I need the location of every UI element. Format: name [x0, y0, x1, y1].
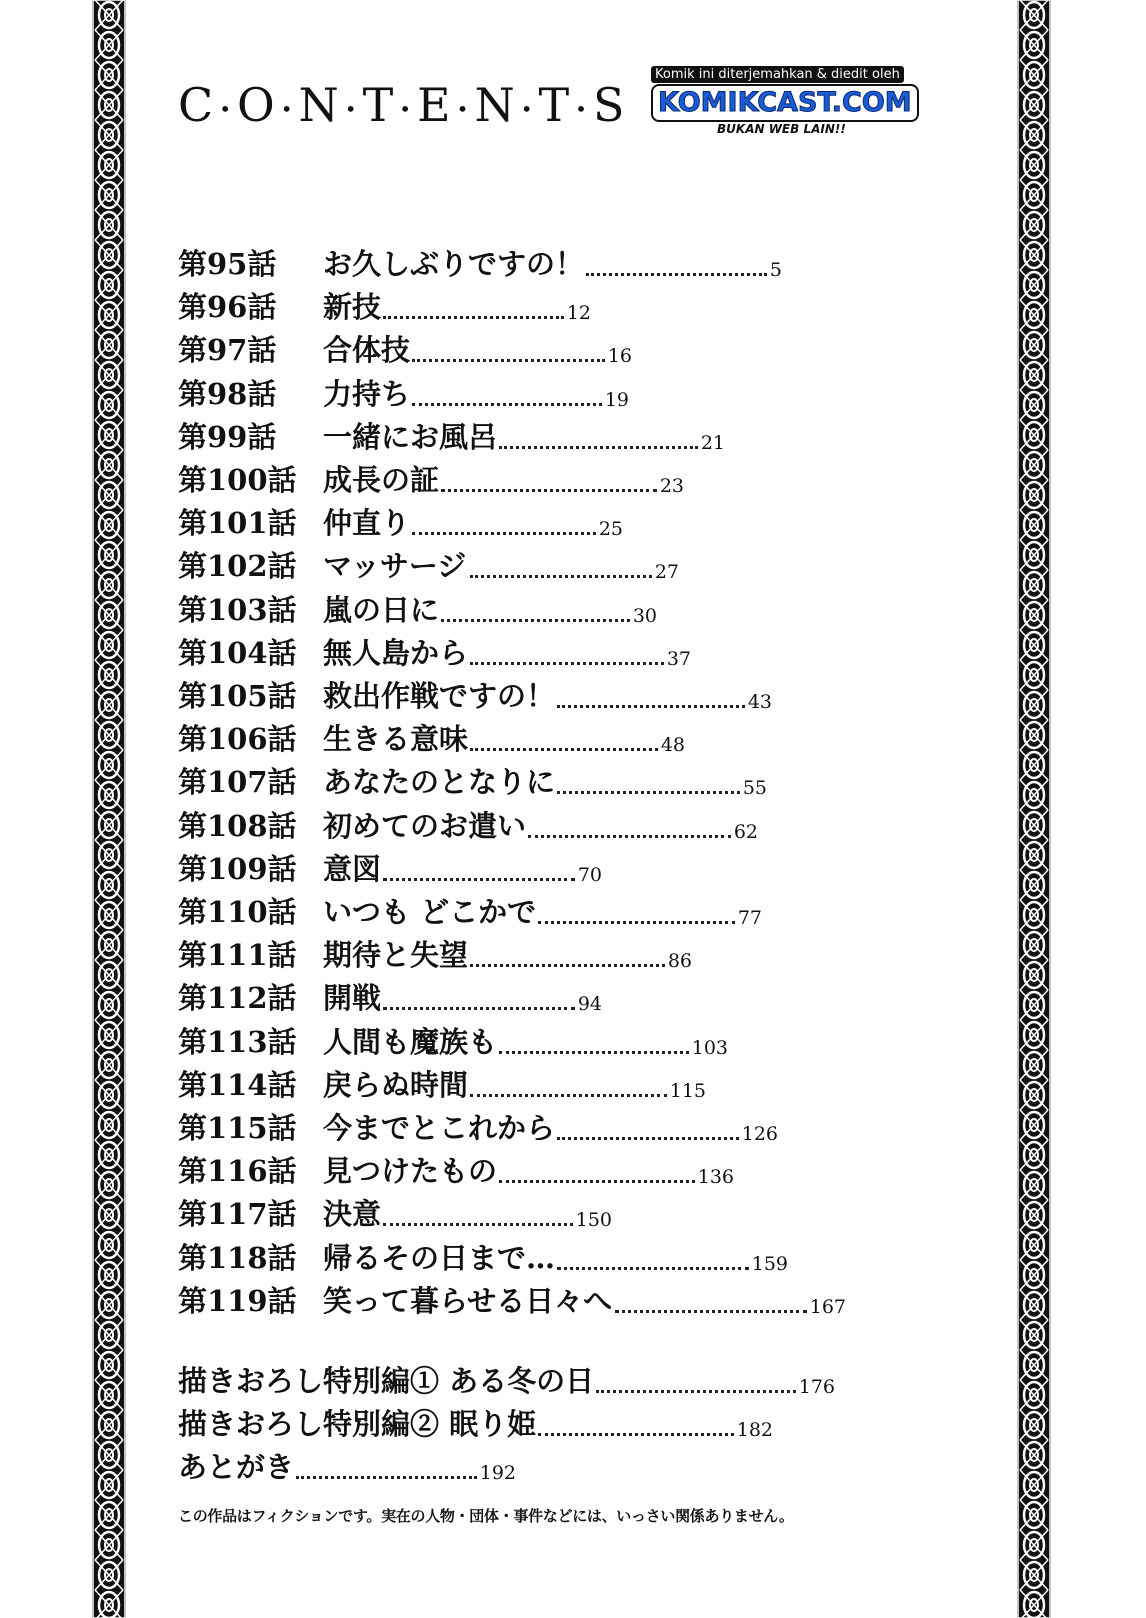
chapter-number: 第98話 [178, 376, 277, 411]
title-letter: S [592, 78, 626, 132]
chapter-title: 救出作戦ですの！ [323, 679, 556, 713]
chapter-number: 第96話 [178, 290, 277, 325]
page-number: 62 [733, 820, 758, 843]
decorative-border-right [1017, 0, 1051, 1618]
title-letter: T [538, 78, 571, 132]
dot-leader [296, 1473, 477, 1479]
dot-leader [383, 875, 575, 881]
page-number: 37 [666, 647, 691, 670]
title-separator-dot: • [575, 97, 588, 121]
page-title [178, 78, 625, 132]
page-number: 48 [660, 734, 685, 757]
chapter-title: 新技 [323, 290, 382, 325]
dot-leader [383, 313, 564, 319]
page-number: 27 [654, 561, 679, 584]
title-separator-dot: • [344, 97, 358, 121]
celtic-pattern-left [92, 0, 126, 1618]
chapter-number: 第116話 [178, 1154, 297, 1189]
dot-leader [557, 1134, 739, 1140]
chapter-title: 生きる意味 [323, 722, 469, 757]
chapter-title: 期待と失望 [323, 938, 469, 973]
chapter-number: 第99話 [178, 419, 277, 454]
chapter-title: いつも どこかで [323, 895, 537, 929]
dot-leader [538, 1430, 734, 1436]
dot-leader [557, 702, 745, 708]
dot-leader [383, 1004, 575, 1010]
chapter-title: あなたのとなりに [323, 765, 556, 800]
dot-leader [412, 356, 605, 362]
chapter-title: 仲直り [323, 506, 411, 541]
dot-leader [499, 1048, 689, 1054]
page-number: 16 [607, 345, 632, 368]
chapter-number: 第107話 [178, 765, 297, 800]
chapter-number: 第110話 [178, 895, 297, 929]
page-number: 55 [742, 777, 767, 800]
disclaimer: この作品はフィクションです。実在の人物・団体・事件などには、いっさい関係ありません。 [178, 1507, 794, 1525]
chapter-title: 合体技 [323, 333, 411, 368]
page-number: 167 [809, 1295, 846, 1318]
chapter-number: 第114話 [178, 1067, 297, 1102]
chapter-number: 第102話 [178, 549, 297, 584]
chapter-number: 第101話 [178, 506, 297, 541]
watermark [651, 66, 941, 146]
chapter-title: 一緒にお風呂 [323, 419, 498, 454]
chapter-title: 嵐の日に [323, 592, 440, 627]
page-number: 12 [566, 302, 591, 325]
chapter-number: 第103話 [178, 592, 297, 627]
dot-leader [470, 745, 658, 751]
chapter-title: マッサージ [323, 549, 467, 584]
chapter-title: お久しぶりですの！ [323, 247, 585, 281]
dot-leader [586, 270, 767, 276]
chapter-title: 意図 [323, 851, 382, 886]
special-title: あとがき [178, 1450, 295, 1484]
chapter-number: 第113話 [178, 1024, 297, 1059]
watermark-credit: Komik ini diterjemahkan & diedit oleh [651, 66, 904, 83]
dot-leader [383, 1220, 573, 1226]
chapter-number: 第112話 [178, 981, 297, 1016]
dot-leader [499, 1177, 695, 1183]
dot-leader [412, 400, 602, 406]
chapter-title: 力持ち [323, 376, 411, 411]
page-number: 103 [691, 1036, 728, 1059]
dot-leader [557, 788, 740, 794]
page-number: 150 [575, 1209, 612, 1232]
chapter-number: 第119話 [178, 1283, 297, 1318]
page-number: 126 [741, 1123, 778, 1145]
special-title: 描きおろし特別編② 眠り姫 [178, 1407, 537, 1441]
title-letter: N [298, 78, 340, 132]
chapter-title: 帰るその日まで… [323, 1240, 556, 1275]
dot-leader [596, 1387, 796, 1393]
page-number: 86 [667, 950, 692, 973]
title-separator-dot: • [219, 97, 232, 121]
watermark-brand: KOMIKCAST.COM [651, 84, 919, 122]
chapter-title: 無人島から [323, 635, 469, 670]
title-letter: C [178, 78, 215, 132]
chapter-title: 初めてのお遣い [323, 808, 527, 843]
chapter-number: 第108話 [178, 808, 297, 843]
chapter-title: 見つけたもの [323, 1154, 498, 1189]
celtic-pattern-right [1017, 0, 1051, 1618]
page-number: 21 [700, 431, 725, 454]
chapter-number: 第106話 [178, 722, 297, 757]
chapter-number: 第118話 [178, 1240, 297, 1275]
page-number: 5 [769, 259, 782, 281]
chapter-number: 第100話 [178, 463, 297, 497]
page-number: 136 [697, 1166, 734, 1189]
chapter-number: 第115話 [178, 1111, 297, 1145]
page-number: 70 [577, 863, 602, 886]
dot-leader [470, 572, 652, 578]
chapter-title: 戻らぬ時間 [323, 1067, 469, 1102]
dot-leader [470, 1091, 667, 1097]
title-separator-dot: • [280, 97, 294, 121]
dot-leader [441, 616, 630, 622]
page-number: 115 [669, 1079, 706, 1102]
chapter-title: 今までとこれから [323, 1111, 556, 1145]
title-separator-dot: • [520, 97, 534, 121]
dot-leader [615, 1307, 807, 1313]
page-number: 192 [479, 1462, 516, 1484]
chapter-number: 第105話 [178, 679, 297, 713]
dot-leader [538, 918, 735, 924]
dot-leader [470, 961, 665, 967]
page-number: 94 [577, 993, 602, 1016]
chapter-number: 第104話 [178, 635, 297, 670]
dot-leader [412, 529, 596, 535]
page-number: 182 [736, 1419, 773, 1441]
page-number: 77 [737, 907, 762, 929]
page-number: 19 [604, 388, 629, 411]
page-number: 159 [751, 1252, 788, 1275]
title-letter: O [237, 78, 276, 132]
chapter-number: 第95話 [178, 247, 277, 281]
decorative-border-left [92, 0, 126, 1618]
chapter-title: 決意 [323, 1197, 382, 1232]
dot-leader [499, 443, 698, 449]
title-separator-dot: • [399, 97, 413, 121]
chapter-number: 第109話 [178, 851, 297, 886]
title-letter: T [362, 78, 395, 132]
special-title: 描きおろし特別編① ある冬の日 [178, 1364, 595, 1398]
dot-leader [441, 486, 657, 492]
title-letter: N [474, 78, 516, 132]
page-number: 23 [659, 475, 684, 497]
chapter-number: 第111話 [178, 938, 297, 973]
watermark-tagline: BUKAN WEB LAIN!! [717, 122, 846, 136]
page-number: 43 [747, 691, 772, 713]
page-number: 25 [598, 518, 623, 541]
title-letter: E [417, 78, 452, 132]
page-number: 176 [798, 1376, 835, 1398]
chapter-title: 人間も魔族も [323, 1024, 498, 1059]
chapter-number: 第117話 [178, 1197, 297, 1232]
chapter-title: 成長の証 [323, 463, 440, 497]
dot-leader [528, 832, 731, 838]
chapter-title: 笑って暮らせる日々へ [323, 1283, 613, 1318]
dot-leader [470, 659, 664, 665]
dot-leader [557, 1264, 749, 1270]
page-number: 30 [632, 604, 657, 627]
title-separator-dot: • [456, 97, 470, 121]
chapter-title: 開戦 [323, 981, 382, 1016]
chapter-number: 第97話 [178, 333, 277, 368]
